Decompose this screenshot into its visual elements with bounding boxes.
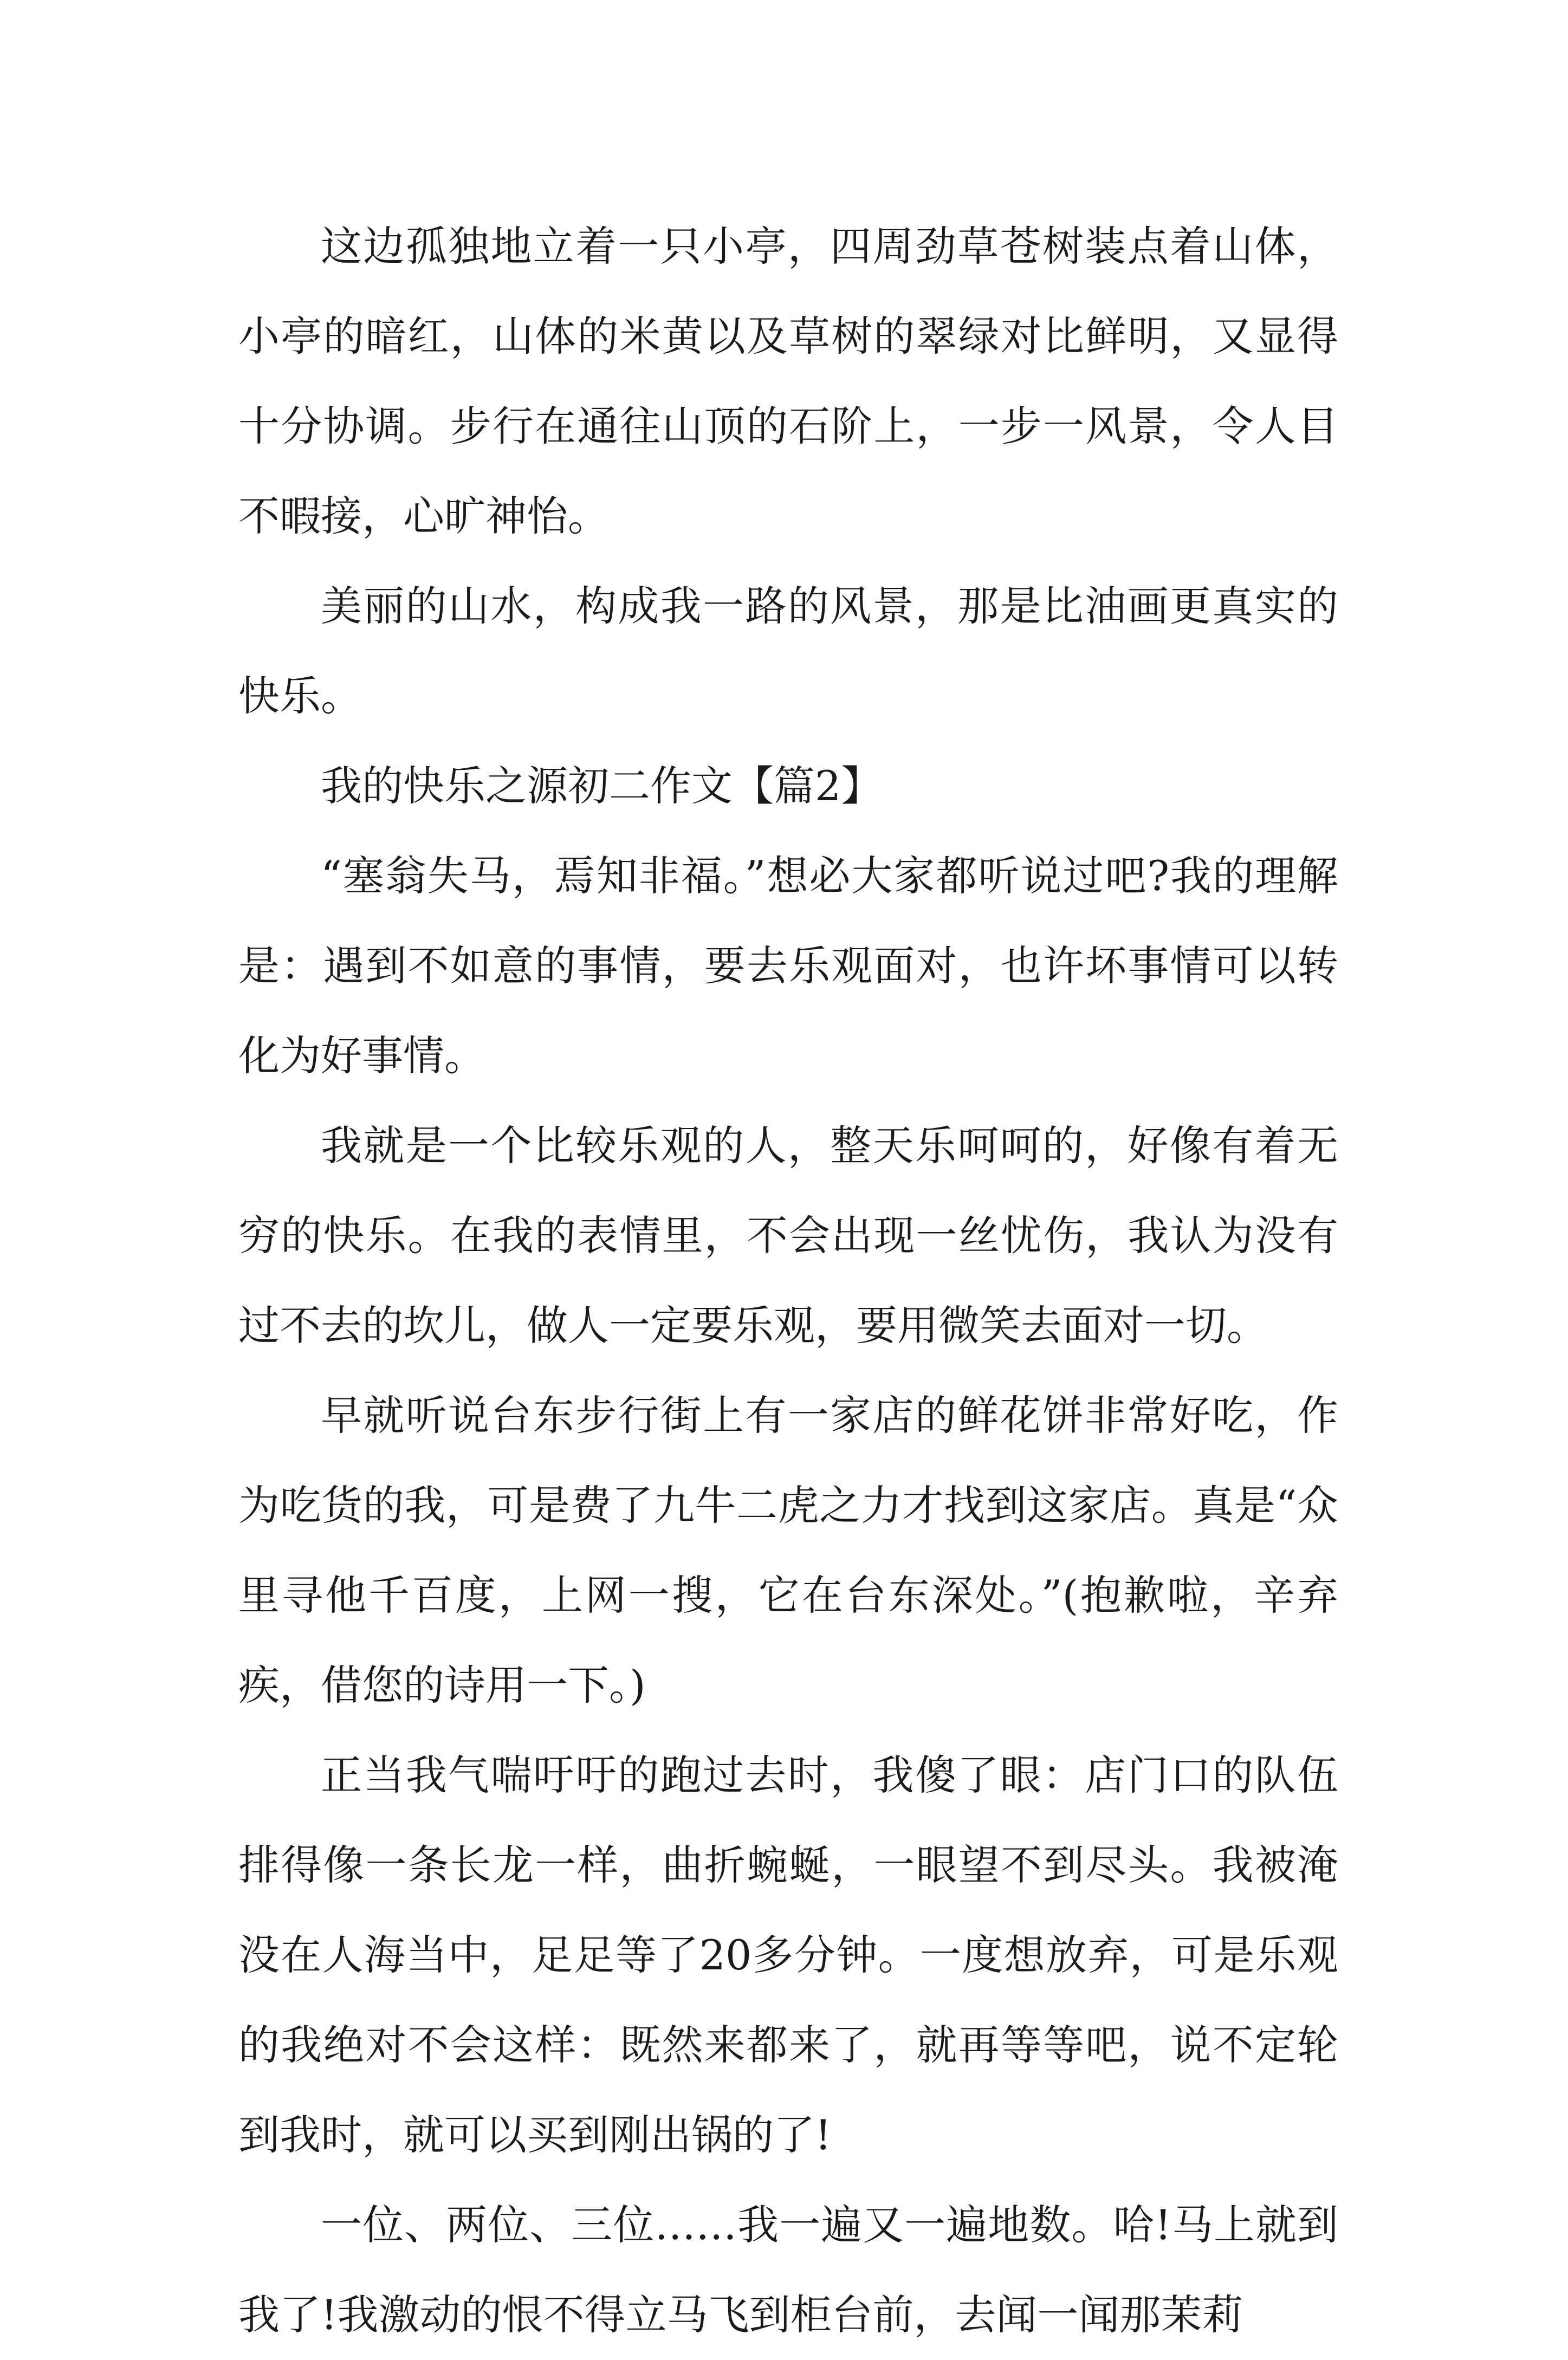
paragraph-queue: 正当我气喘吁吁的跑过去时，我傻了眼：店门口的队伍排得像一条长龙一样，曲折蜿蜒，一眼望不到尽头。我被淹没在人海当中，足足等了20多分钟。一度想放弃，可是乐观的我绝对不会这样：既然来都来了，就再等等吧，说不定轮到我时，就可以买到刚出锅的了! bbox=[238, 1751, 1338, 2159]
paragraph-pavilion: 这边孤独地立着一只小亭，四周劲草苍树装点着山体，小亭的暗红，山体的米黄以及草树的翠绿对比鲜明，又显得十分协调。步行在通往山顶的石阶上，一步一风景，令人目不暇接，心旷神怡。 bbox=[238, 222, 1338, 540]
paragraph-optimism: 我就是一个比较乐观的人，整天乐呵呵的，好像有着无穷的快乐。在我的表情里，不会出现一丝忧伤，我认为没有过不去的坎儿，做人一定要乐观，要用微笑去面对一切。 bbox=[238, 1121, 1338, 1350]
document-body bbox=[238, 202, 1338, 2360]
paragraph-proverb: “塞翁失马，焉知非福。”想必大家都听说过吧?我的理解是：遇到不如意的事情，要去乐观面对，也许坏事情可以转化为好事情。 bbox=[238, 852, 1338, 1080]
paragraph-flower-cake: 早就听说台东步行街上有一家店的鲜花饼非常好吃，作为吃货的我，可是费了九牛二虎之力才找到这家店。真是“众里寻他千百度，上网一搜，它在台东深处。”(抱歉啦，辛弃疾，借您的诗用一下。) bbox=[238, 1391, 1338, 1709]
section-heading: 我的快乐之源初二作文【篇2】 bbox=[321, 762, 883, 810]
paragraph-scenery: 美丽的山水，构成我一路的风景，那是比油画更真实的快乐。 bbox=[238, 582, 1338, 720]
paragraph-counting: 一位、两位、三位……我一遍又一遍地数。哈!马上就到我了!我激动的恨不得立马飞到柜台前，去闻一闻那茉莉 bbox=[238, 2201, 1338, 2339]
